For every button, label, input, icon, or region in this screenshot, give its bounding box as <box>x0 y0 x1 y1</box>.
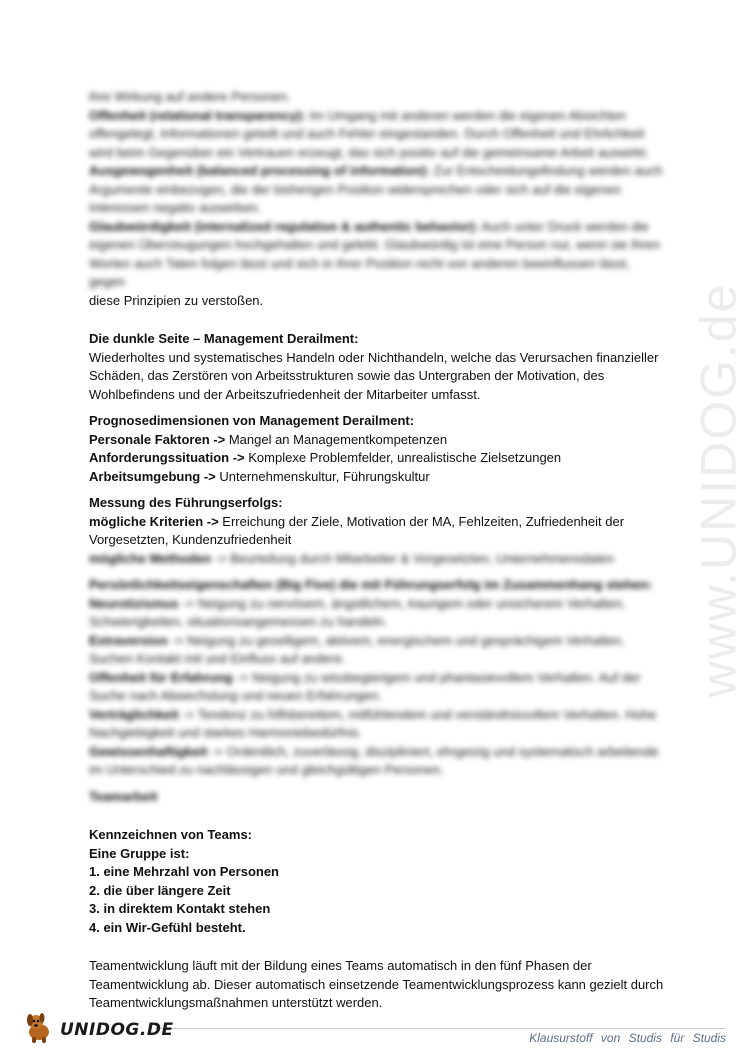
teams-subheading: Eine Gruppe ist: <box>89 845 190 861</box>
dimensions-heading: Prognosedimensionen von Management Derailment: <box>89 413 415 428</box>
teamarbeit-heading: Teamarbeit <box>89 788 158 804</box>
dimension-item: Personale Faktoren -> Mangel an Managementkompetenzen <box>89 431 448 447</box>
teams-item: 3. in direktem Kontakt stehen <box>89 901 271 916</box>
unidog-logo[interactable] <box>22 1010 174 1049</box>
principles-tail: diese Prinzipien zu verstoßen. <box>89 292 264 308</box>
bigfive-item: Verträglichkeit -> Tendenz zu hilfsbereitem, mitfühlendem und verständnisvollem Verhalten. Hohe Nachgiebigkeit und starkes Harmoniebedürfnis. <box>89 706 657 740</box>
bigfive-item: Offenheit für Erfahrung -> Neigung zu wissbegierigem und phantasievollem Verhalten. Auf der Suche nach Abwechslung und neuen Erfahrungen. <box>89 669 641 703</box>
bigfive-heading: Persönlichkeitseigenschaften (Big Five) die mit Führungserfolg im Zusammenhang stehen: <box>89 577 653 592</box>
document-content <box>89 88 664 1013</box>
measurement-criteria: mögliche Kriterien -> Erreichung der Ziele, Motivation der MA, Fehlzeiten, Zufriedenheit der Vorgesetzten, Kundenzufriedenheit <box>89 513 625 547</box>
measurement-heading: Messung des Führungserfolgs: <box>89 495 283 510</box>
teams-heading: Kennzeichnen von Teams: <box>89 827 253 842</box>
blurred-section-bigfive <box>89 576 664 806</box>
bigfive-item: Extraversion -> Neigung zu geselligem, aktivem, energischem und gesprächigem Verhalten. Suchen Kontakt mit und Einfluss auf andere. <box>89 632 625 666</box>
closing-paragraph: Teamentwicklung läuft mit der Bildung eines Teams automatisch in den fünf Phasen der Teamentwicklung ab. Dieser automatisch einsetzende Teamentwicklungsprozess kann gezielt durch Teamentwicklungsmaßnahmen unterstützt werden. <box>89 958 664 1010</box>
bigfive-item: Neurotizismus -> Neigung zu nervösem, ängstlichem, traurigem oder unsicherem Verhalten, Schwierigkeiten, situationsangemessen zu handeln. <box>89 595 626 629</box>
blurred-paragraph: Ausgewogenheit (balanced processing of information): Zur Entscheidungsfindung werden auch Argumente einbezogen, die der bisherigen Position widersprechen oder sich auf die eigenen Interessen negativ auswirken. <box>89 163 663 215</box>
dark-side-heading: Die dunkle Seite – Management Derailment: <box>89 331 359 346</box>
logo-text: UNIDOG.DE <box>60 1019 174 1040</box>
dimension-item: Anforderungssituation -> Komplexe Problemfelder, unrealistische Zielsetzungen <box>89 450 562 465</box>
footer-tagline: Klausurstoff von Studis für Studis <box>529 1031 726 1045</box>
teams-item: 4. ein Wir-Gefühl besteht. <box>89 919 246 935</box>
blurred-paragraph: ihre Wirkung auf andere Personen. <box>89 89 291 104</box>
teams-item: 1. eine Mehrzahl von Personen <box>89 864 279 879</box>
blurred-paragraph: Offenheit (relational transparency): Im Umgang mit anderen werden die eigenen Absichten offengelegt, Informationen geteilt und auch Fehler eingestanden. Durch Offenheit und Ehrlichkeit wird beim Gegenüber ein Vertrauen erzeugt, das sich positiv auf die gemeinsame Arbeit auswirkt. <box>89 107 650 160</box>
bigfive-item: Gewissenhaftigkeit -> Ordentlich, zuverlässig, diszipliniert, ehrgeizig und systematisch arbeitende im Unterschied zu nachlässigen und gleichgültigen Personen. <box>89 743 659 777</box>
blurred-section-authenticity <box>89 88 664 292</box>
blurred-paragraph: Glaubwürdigkeit (internalized regulation & authentic behavior): Auch unter Druck werden die eigenen Überzeugungen hochgehalten und gelebt. Glaubwürdig ist eine Person nur, wenn sie ihren Worten auch Taten folgen lässt und sich in ihrer Position nicht von anderen beeinflussen lässt, gegen <box>89 218 660 289</box>
watermark-text: www.UNIDOG.de <box>690 282 746 698</box>
teams-item: 2. die über längere Zeit <box>89 882 231 898</box>
footer-divider <box>155 1028 725 1029</box>
measurement-methods: mögliche Methoden -> Beurteilung durch Mitarbeiter & Vorgesetzten, Unternehmensdaten <box>89 550 614 566</box>
dark-side-body: Wiederholtes und systematisches Handeln oder Nichthandeln, welche das Verursachen finanzieller Schäden, das Zerstören von Arbeitsstrukturen sowie das Untergraben der Motivation, des Wohlbefindens und der Arbeitszufriedenheit der Mitarbeiter umfasst. <box>89 349 659 402</box>
watermark <box>688 250 748 730</box>
dimension-item: Arbeitsumgebung -> Unternehmenskultur, Führungskultur <box>89 468 430 484</box>
dog-icon <box>22 1010 56 1049</box>
